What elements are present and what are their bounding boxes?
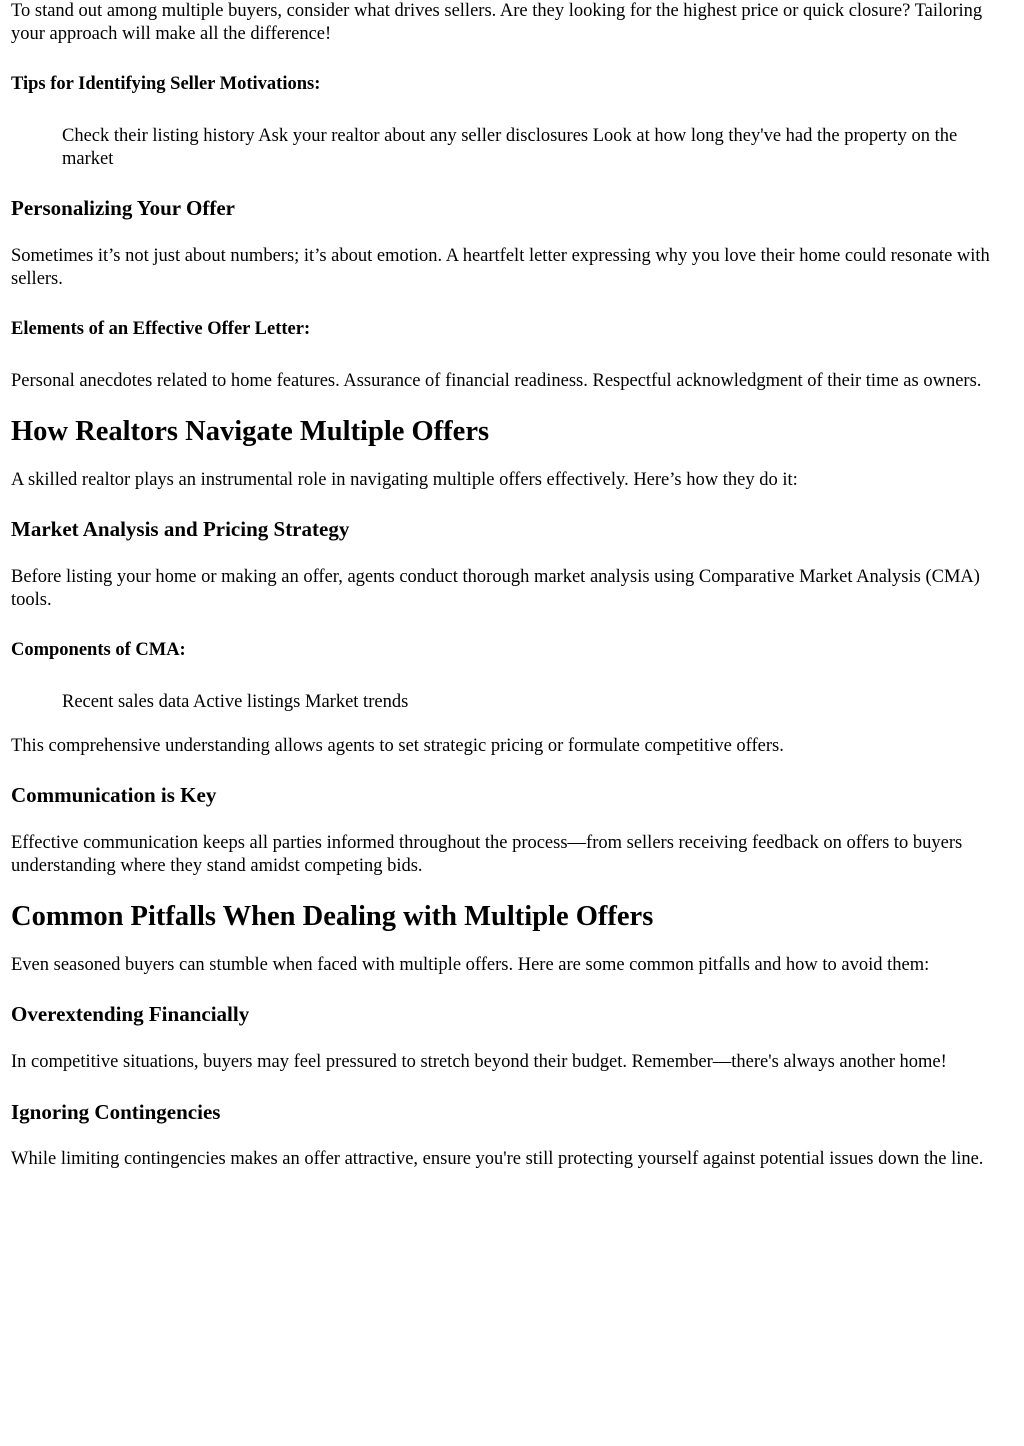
intro-paragraph: To stand out among multiple buyers, consider what drives sellers. Are they looking for the highest price or quick closure? Tailoring your approach will make all the difference! [11, 1, 983, 44]
realtors-navigate-heading: How Realtors Navigate Multiple Offers [11, 416, 490, 447]
market-analysis-heading: Market Analysis and Pricing Strategy [11, 517, 350, 541]
seller-motivation-tips-list: Check their listing history Ask your realtor about any seller disclosures Look at how long they've had the property on the market [62, 126, 958, 169]
cma-components-list: Recent sales data Active listings Market trends [62, 692, 409, 712]
common-pitfalls-paragraph: Even seasoned buyers can stumble when faced with multiple offers. Here are some common pitfalls and how to avoid them: [11, 955, 930, 975]
offer-letter-elements-paragraph: Personal anecdotes related to home features. Assurance of financial readiness. Respectful acknowledgment of their time as owners. [11, 371, 982, 391]
tips-seller-motivations-heading: Tips for Identifying Seller Motivations: [11, 74, 321, 94]
market-analysis-paragraph: Before listing your home or making an offer, agents conduct thorough market analysis using Comparative Market Analysis (CMA) tools. [11, 567, 980, 610]
ignoring-contingencies-paragraph: While limiting contingencies makes an offer attractive, ensure you're still protecting yourself against potential issues down the line. [11, 1149, 984, 1169]
realtors-navigate-paragraph: A skilled realtor plays an instrumental role in navigating multiple offers effectively. Here’s how they do it: [11, 470, 798, 490]
personalizing-offer-heading: Personalizing Your Offer [11, 196, 235, 220]
overextending-paragraph: In competitive situations, buyers may feel pressured to stretch beyond their budget. Remember—there's always another home! [11, 1052, 947, 1072]
communication-paragraph: Effective communication keeps all parties informed throughout the process—from sellers receiving feedback on offers to buyers understanding where they stand amidst competing bids. [11, 833, 963, 876]
cma-components-heading: Components of CMA: [11, 640, 186, 660]
overextending-heading: Overextending Financially [11, 1002, 250, 1026]
cma-summary-paragraph: This comprehensive understanding allows agents to set strategic pricing or formulate competitive offers. [11, 736, 784, 756]
communication-heading: Communication is Key [11, 783, 217, 807]
personalizing-offer-paragraph: Sometimes it’s not just about numbers; it’s about emotion. A heartfelt letter expressing why you love their home could resonate with sellers. [11, 246, 990, 289]
ignoring-contingencies-heading: Ignoring Contingencies [11, 1100, 221, 1124]
common-pitfalls-heading: Common Pitfalls When Dealing with Multiple Offers [11, 901, 654, 932]
offer-letter-elements-heading: Elements of an Effective Offer Letter: [11, 319, 311, 339]
